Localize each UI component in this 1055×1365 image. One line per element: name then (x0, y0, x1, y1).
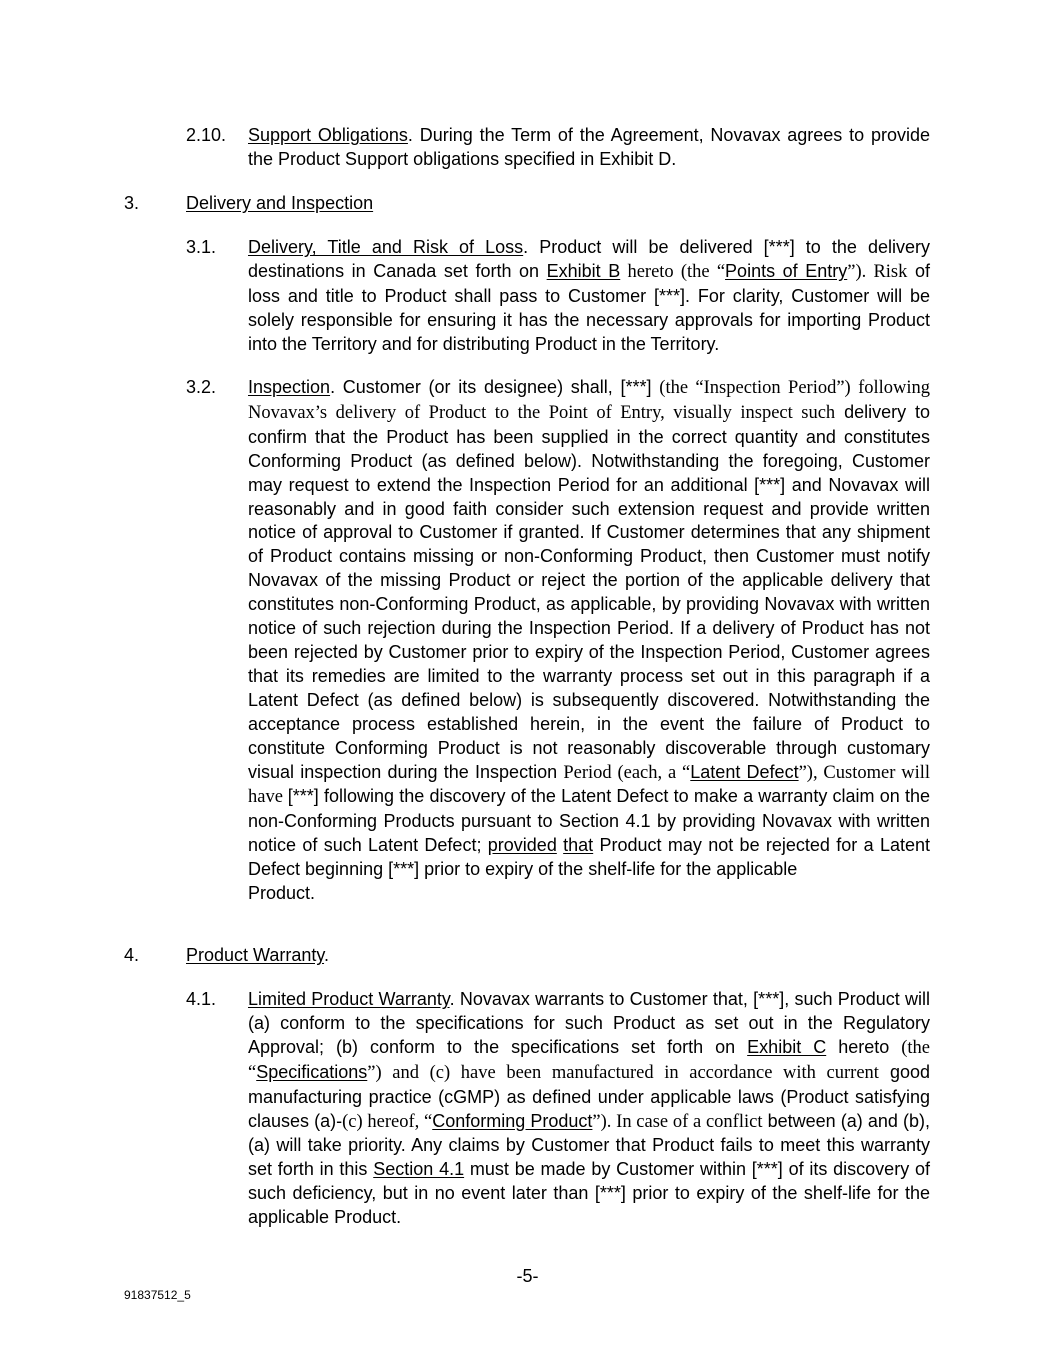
section-4-1-text-6: (c) hereof, “ (342, 1111, 433, 1132)
section-4-suffix: . (324, 945, 330, 965)
section-4-1-reference: Section 4.1 (373, 1159, 465, 1180)
section-4-1-text-1: . Novavax warrants to Customer that, [***], such Product will (a) conform to the specifications for such Product as set out in the Regulatory Approval; (b) conform to the specifications set forth on (248, 989, 931, 1057)
section-number-2-10: 2.10. (186, 125, 227, 145)
points-of-entry-term: Points of Entry (725, 260, 848, 281)
section-3-2-text-1: . Customer (or its designee) shall, [***] (330, 377, 660, 397)
section-4-title: Product Warranty (186, 945, 325, 965)
section-3-1-text-2: hereto (the “ (620, 261, 726, 282)
section-4-heading (186, 944, 329, 968)
section-4-1-text-3: (the “ (248, 1037, 930, 1083)
section-3-2-text-6: [***] following the discovery of the Latent Defect to make a warranty claim on the non-Conforming Products pursuant to Section 4.1 by providing Novavax with written notice of such Latent Defect; (248, 786, 930, 856)
provided-term: provided (487, 835, 557, 856)
section-4-1-text-7: ”). In case of a conflict (592, 1111, 763, 1132)
section-2-10-text: . During the Term of the Agreement, Novavax agrees to provide the Product Support obligations specified in Exhibit D. (248, 125, 930, 169)
section-4-1-text-9: must be made by Customer within [***] of its discovery of such deficiency, but in no event later than [***] prior to expiry of the shelf-life for the applicable Product. (248, 1159, 930, 1228)
section-3-2-text-3: delivery to confirm that the Product has been supplied in the correct quantity and constitutes Conforming Product (as defined below). Notwithstanding the foregoing, Customer may request to extend the Inspection Period for an additional [***] and Novavax will reasonably and in good faith consider such extension request and provide written notice of approval to Customer if granted. If Customer determines that any shipment of Product contains missing or non-Conforming Product, then Customer must notify Novavax of the missing Product or reject the portion of the applicable delivery that constitutes non-Conforming Product, as applicable, by providing Novavax with written notice of such rejection during the Inspection Period. If a delivery of Product has not been rejected by Customer prior to expiry of the Inspection Period, Customer agrees that its remedies are limited to the warranty process set out in this paragraph if a Latent Defect (as defined below) is subsequently discovered. Notwithstanding the acceptance process established herein, in the event the failure of Product to constitute Conforming Product is not reasonably discoverable through customary visual inspection during the Inspection (248, 401, 930, 782)
section-2-10-title: Support Obligations (248, 125, 408, 145)
exhibit-b-reference: Exhibit B (546, 260, 621, 281)
section-number-4: 4. (124, 945, 140, 965)
section-4-1-text-2: hereto (826, 1036, 902, 1057)
section-3-1-text-1: . Product will be delivered [***] to the delivery destinations in Canada set forth on (248, 237, 930, 281)
section-3-title: Delivery and Inspection (186, 193, 374, 213)
latent-defect-term: Latent Defect (690, 761, 799, 782)
section-number-4-1: 4.1. (186, 989, 217, 1009)
conforming-product-term: Conforming Product (432, 1110, 593, 1131)
section-3-2-title: Inspection (248, 377, 331, 397)
page-number: -5- (516, 1266, 539, 1286)
section-2-10-paragraph (248, 124, 930, 172)
section-4-1-title: Limited Product Warranty (248, 989, 450, 1009)
section-number-3-1: 3.1. (186, 237, 217, 257)
section-3-2-text-9: Product. (248, 883, 316, 904)
document-id: 91837512_5 (124, 1288, 191, 1302)
section-3-1-title: Delivery, Title and Risk of Loss (248, 237, 524, 257)
section-4-1-text-4: ”) and (c) have been manufactured in accordance with current (367, 1062, 879, 1083)
section-number-3-2: 3.2. (186, 377, 217, 397)
section-4-1-paragraph (248, 988, 930, 1230)
section-3-2-text-8: Product may not be rejected for a Latent Defect beginning [***] prior to expiry of the shelf-life for the applicable (248, 835, 930, 880)
section-3-2-text-5: ”), Customer will have (248, 762, 930, 808)
section-4-1-text-5: good manufacturing practice (cGMP) as defined under applicable laws (Product satisfying clauses (a)- (248, 1061, 931, 1131)
section-3-1-paragraph (248, 236, 930, 357)
exhibit-c-reference: Exhibit C (747, 1036, 827, 1057)
section-number-3: 3. (124, 193, 140, 213)
section-3-1-text-3: ”). Risk (847, 261, 908, 282)
section-3-heading (186, 192, 373, 216)
specifications-term: Specifications (256, 1061, 368, 1082)
that-term: that (563, 835, 594, 856)
section-3-2-text-2: (the “Inspection Period”) following Novavax’s delivery of Product to the Point of Entry, visually inspect such (248, 378, 931, 423)
section-3-2-paragraph (248, 376, 930, 906)
section-3-1-text-4: of loss and title to Product shall pass to Customer [***]. For clarity, Customer will be solely responsible for ensuring it has the necessary approvals for importing Product into the Territory and for distributing Product in the Territory. (248, 260, 930, 354)
section-4-1-text-8: between (a) and (b), (a) will take priority. Any claims by Customer that Product fails to meet this warranty set forth in this (248, 1110, 930, 1180)
section-3-2-text-4: Period (each, a “ (563, 762, 691, 783)
